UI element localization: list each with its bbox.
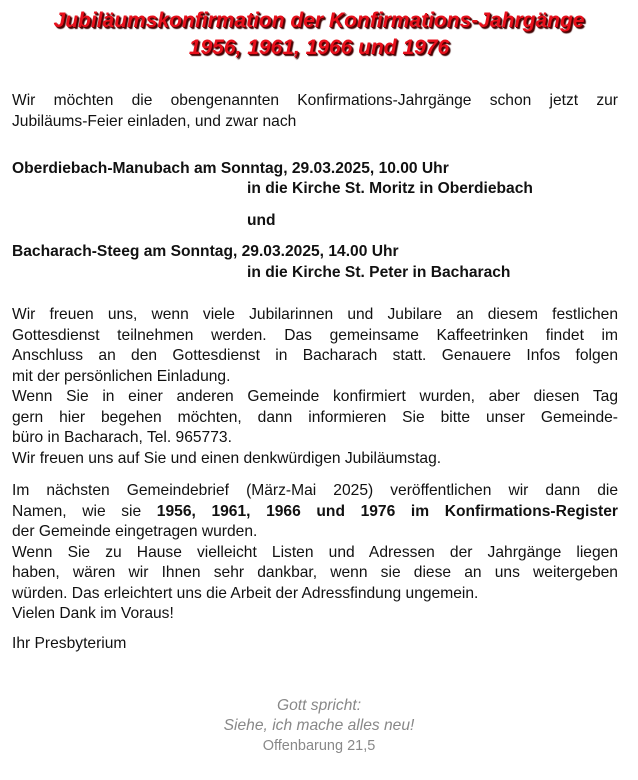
body-line: der Gemeinde eingetragen wurden. [12,523,258,540]
signature: Ihr Presbyterium [12,635,127,652]
body-line: Wenn Sie zu Hause vielleicht Listen und Adressen der Jahrgänge liegen [12,543,618,561]
body-line: Anschluss an den Gottesdienst in Bacharach statt. Genauere Infos folgen [12,347,618,364]
service-heading-oberdiebach: Oberdiebach-Manubach am Sonntag, 29.03.2025, 10.00 Uhr [12,160,449,177]
body-line: würden. Das erleichtert uns die Arbeit der Adressfindung ungemein. [12,584,479,602]
title-line-2: 1956, 1961, 1966 und 1976 [188,36,450,59]
body-text [12,305,618,469]
body-line: büro in Bacharach, Tel. 965773. [12,429,232,446]
body-line: Wir freuen uns, wenn viele Jubilarinnen und Jubilare an diesem festlichen [12,306,618,323]
body-line: haben, wären wir Ihnen sehr dankbar, wenn sie diese an uns weitergeben [12,564,618,581]
intro-paragraph [12,91,618,132]
connector-und: und [247,212,276,229]
body-line: mit der persönlichen Einladung. [12,367,231,385]
body-line: Wenn Sie in einer anderen Gemeinde konfirmiert wurden, aber diesen Tag [12,388,618,405]
body-line: Vielen Dank im Voraus! [12,605,174,622]
body-line: gern hier begehen möchten, dann informieren Sie bitte unser Gemeinde- [12,408,618,426]
service-heading-bacharach: Bacharach-Steeg am Sonntag, 29.03.2025, 14.00 Uhr [12,243,399,260]
body-line [12,502,618,523]
body-line: Wir freuen uns auf Sie und einen denkwürdigen Jubiläumstag. [12,449,442,467]
register-paragraph [12,481,618,625]
body-line: Im nächsten Gemeindebrief (März-Mai 2025) veröffentlichen wir dann die [12,482,618,499]
quote-text: Siehe, ich mache alles neu! [223,717,415,734]
title-line-1: Jubiläumskonfirmation der Konfirmations-Jahrgänge [53,9,585,32]
intro-line: Wir möchten die obengenannten Konfirmations-Jahrgänge schon jetzt zur [12,92,618,109]
quote-reference: Offenbarung 21,5 [262,738,376,754]
body-text-inline: Namen, wie sie [12,502,157,520]
highlighted-years-text: 1956, 1961, 1966 und 1976 im Konfirmations-Register [156,502,618,520]
service-location-oberdiebach: in die Kirche St. Moritz in Oberdiebach [247,180,533,197]
body-line: Gottesdienst teilnehmen werden. Das gemeinsame Kaffeetrinken findet im [12,326,618,344]
quote-intro: Gott spricht: [276,697,362,714]
intro-line: Jubiläums-Feier einladen, und zwar nach [12,112,297,130]
service-location-bacharach: in die Kirche St. Peter in Bacharach [247,264,511,281]
